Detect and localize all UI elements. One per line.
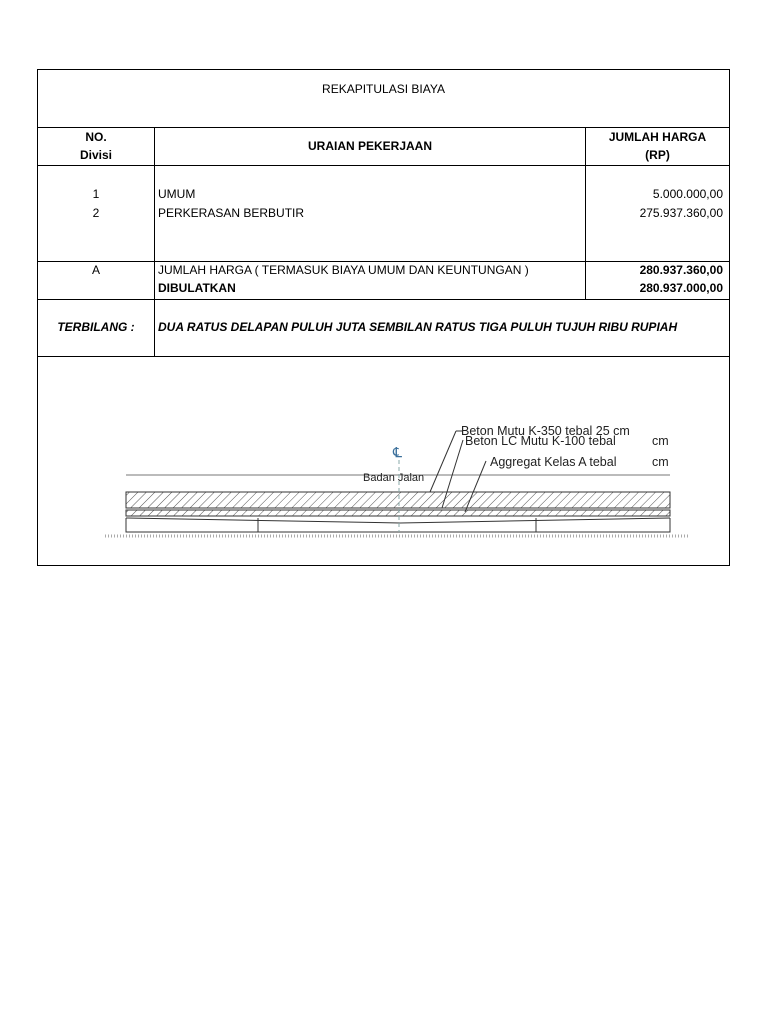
total-label: JUMLAH HARGA ( TERMASUK BIAYA UMUM DAN KEUNTUNGAN )	[158, 263, 529, 277]
terbilang-label: TERBILANG :	[57, 320, 135, 334]
road-cross-section-drawing	[60, 400, 700, 550]
rounded-label: DIBULATKAN	[158, 281, 236, 295]
header-jumlah: JUMLAH HARGA	[608, 130, 707, 144]
concrete-lc-layer	[126, 510, 670, 516]
aggregate-layer	[126, 518, 670, 532]
layer2-label: Beton LC Mutu K-100 tebal	[465, 434, 616, 448]
header-uraian: URAIAN PEKERJAAN	[307, 139, 432, 153]
sheet-title: REKAPITULASI BIAYA	[322, 82, 445, 96]
layer1-label: Beton Mutu K-350 tebal 25 cm	[461, 424, 630, 438]
layer3-unit: cm	[652, 455, 669, 469]
concrete-k350-layer	[126, 492, 670, 508]
items-bottom-rule	[38, 261, 729, 262]
row-uraian: PERKERASAN BERBUTIR	[158, 206, 305, 220]
header-divisi: Divisi	[79, 148, 112, 162]
layer2-unit: cm	[652, 434, 669, 448]
row-uraian: UMUM	[158, 187, 196, 201]
row-no: 2	[92, 206, 100, 220]
row-no: 1	[92, 187, 100, 201]
header-rp: (RP)	[645, 148, 670, 162]
total-value: 280.937.360,00	[639, 263, 723, 277]
layer3-label: Aggregat Kelas A tebal	[490, 455, 617, 469]
centerline-symbol: ℄	[393, 444, 402, 460]
row-harga: 5.000.000,00	[652, 187, 723, 201]
col-divider-1	[154, 127, 155, 356]
badan-jalan-label: Badan Jalan	[363, 472, 425, 484]
terbilang-bottom-rule	[38, 356, 729, 357]
leader-line	[430, 431, 456, 492]
aggregate-slope-left	[126, 518, 400, 523]
terbilang-text: DUA RATUS DELAPAN PULUH JUTA SEMBILAN RATUS TIGA PULUH TUJUH RIBU RUPIAH	[158, 320, 678, 334]
header-top-rule	[38, 127, 729, 128]
row-harga: 275.937.360,00	[639, 206, 723, 220]
header-no: NO.	[85, 130, 107, 144]
total-bottom-rule	[38, 299, 729, 300]
rounded-value: 280.937.000,00	[639, 281, 723, 295]
header-bottom-rule	[38, 165, 729, 166]
total-no: A	[91, 263, 100, 277]
aggregate-slope-right	[400, 518, 670, 523]
